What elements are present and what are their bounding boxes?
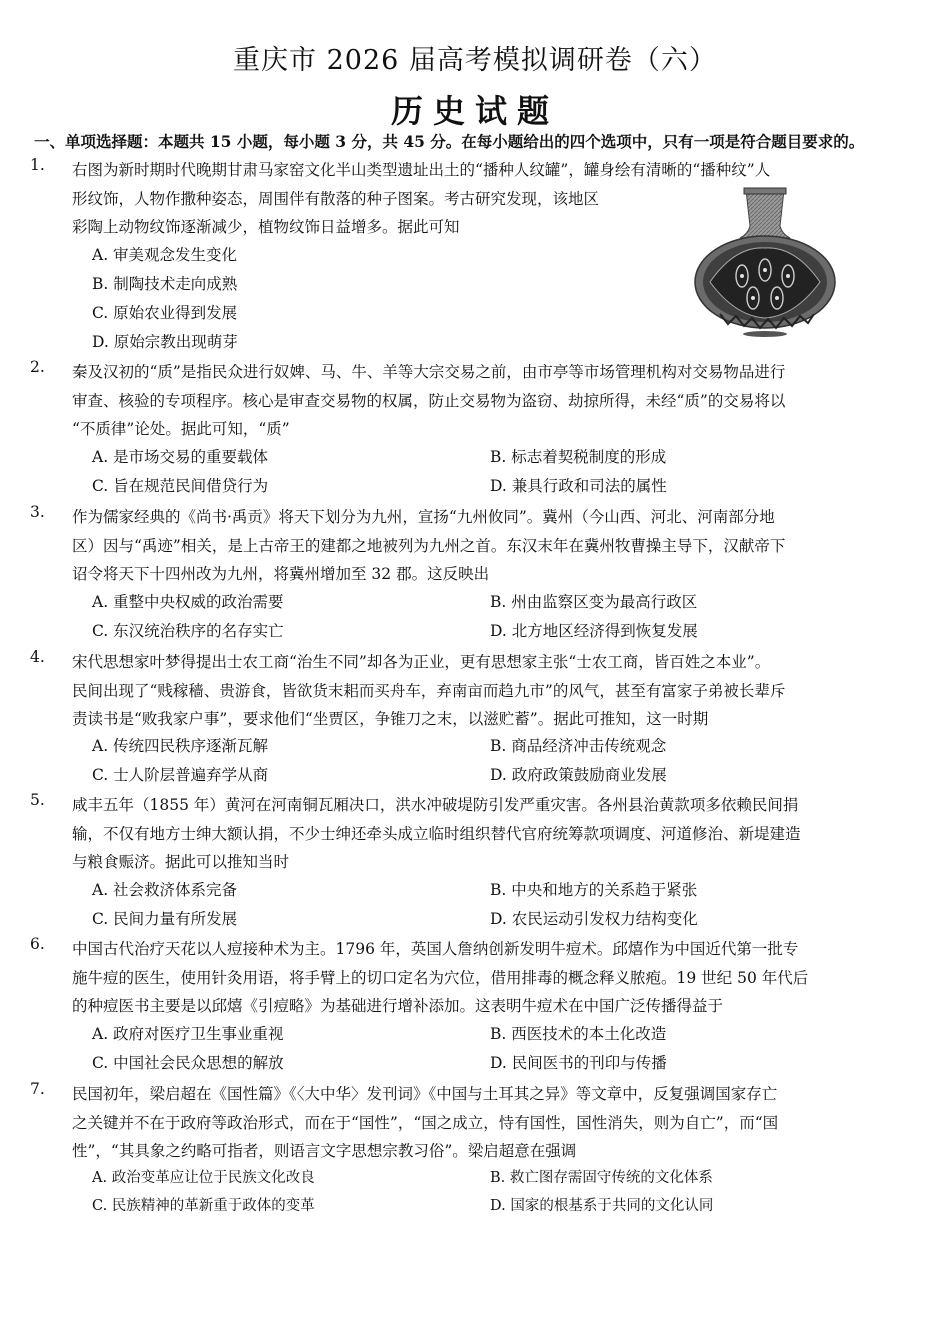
question-stem [72, 648, 785, 734]
stem-line: 性”，“其具象之约略可指者，则语言文字思想宗教习俗”。梁启超意在强调 [72, 1142, 577, 1160]
question-number: 3. [30, 503, 45, 521]
option-c: C. 民间力量有所发展 [92, 910, 238, 928]
option-d: D. 政府政策鼓励商业发展 [490, 766, 667, 784]
option-a: A. 政府对医疗卫生事业重视 [92, 1025, 284, 1043]
question-stem [72, 358, 785, 444]
stem-line: 区）因与“禹迹”相关，是上古帝王的建都之地被列为九州之首。东汉末年在冀州牧曹操主导下，汉献帝下 [72, 536, 786, 555]
option-c: C. 民族精神的革新重于政体的变革 [92, 1198, 315, 1214]
option-b: B. 标志着契税制度的形成 [490, 448, 667, 466]
question-number: 7. [30, 1080, 45, 1098]
option-c: C. 中国社会民众思想的解放 [92, 1054, 284, 1072]
question-number: 1. [30, 156, 45, 174]
stem-line: 的种痘医书主要是以邱熺《引痘略》为基础进行增补添加。这表明牛痘术在中国广泛传播得益于 [72, 997, 724, 1015]
option-b: B. 商品经济冲击传统观念 [490, 737, 667, 755]
option-b: B. 救亡图存需固守传统的文化体系 [490, 1170, 713, 1186]
question-stem [72, 1080, 778, 1166]
option-a: A. 是市场交易的重要载体 [92, 448, 269, 466]
option-b: B. 西医技术的本土化改造 [490, 1025, 667, 1043]
pottery-jar-image [690, 186, 840, 338]
stem-line: 民间出现了“贱稼穑、贵游食，皆欲货末耜而买舟车，弃南亩而趋九市”的风气，甚至有富家子弟被长辈斥 [72, 681, 786, 700]
question-number: 4. [30, 648, 45, 666]
stem-line: “不质律”论处。据此可知，“质” [72, 420, 290, 438]
question-stem [72, 503, 785, 589]
section-instruction: 一、单项选择题：本题共 15 小题，每小题 3 分，共 45 分。在每小题给出的四个选项中，只有一项是符合题目要求的。 [34, 132, 865, 151]
question-stem [72, 935, 808, 1021]
option-d: D. 北方地区经济得到恢复发展 [490, 622, 698, 640]
question-number: 2. [30, 358, 45, 376]
exam-title: 重庆市 2026 届高考模拟调研卷（六） [233, 45, 717, 76]
stem-line: 右图为新时期时代晚期甘肃马家窑文化半山类型遗址出土的“播种人纹罐”，罐身绘有清晰的“播种纹”人 [72, 161, 771, 179]
question-number: 5. [30, 791, 45, 809]
question-number: 6. [30, 935, 45, 953]
stem-line: 秦及汉初的“质”是指民众进行奴婢、马、牛、羊等大宗交易之前，由市亭等市场管理机构对交易物品进行 [72, 363, 786, 381]
option-a: A. 传统四民秩序逐渐瓦解 [92, 737, 269, 755]
stem-line: 施牛痘的医生，使用针灸用语，将手臂上的切口定名为穴位，借用排毒的概念释义脓疱。19 世纪 50 年代后 [72, 968, 809, 987]
stem-line: 民国初年，梁启超在《国性篇》《〈大中华〉发刊词》《中国与土耳其之异》等文章中，反复强调国家存亡 [72, 1085, 778, 1103]
stem-line: 诏令将天下十四州改为九州，将冀州增加至 32 郡。这反映出 [72, 565, 490, 583]
option-a: A. 重整中央权威的政治需要 [92, 593, 284, 611]
stem-line: 形纹饰，人物作撒种姿态，周围伴有散落的种子图案。考古研究发现，该地区 [72, 189, 600, 208]
option-b: B. 州由监察区变为最高行政区 [490, 593, 698, 611]
option-a: A. 社会救济体系完备 [92, 881, 238, 899]
option-d: D. 原始宗教出现萌芽 [92, 333, 238, 351]
question-stem [72, 156, 770, 242]
stem-line: 与粮食赈济。据此可以推知当时 [72, 853, 290, 871]
stem-line: 宋代思想家叶梦得提出士农工商“治生不同”却各为正业，更有思想家主张“士农工商，皆百姓之本业”。 [72, 653, 771, 671]
option-d: D. 兼具行政和司法的属性 [490, 477, 667, 495]
stem-line: 作为儒家经典的《尚书·禹贡》将天下划分为九州，宣扬“九州攸同”。冀州（今山西、河北、河南部分地 [72, 508, 775, 526]
stem-line: 审查、核验的专项程序。核心是审查交易物的权属，防止交易物为盗窃、劫掠所得，未经“质”的交易将以 [72, 391, 786, 410]
stem-line: 之关键并不在于政府等政治形式，而在于“国性”，“国之成立，恃有国性，国性消失，则为自亡”，而“国 [72, 1113, 779, 1132]
stem-line: 彩陶上动物纹饰逐渐减少，植物纹饰日益增多。据此可知 [72, 218, 460, 236]
option-c: C. 士人阶层普遍弃学从商 [92, 766, 269, 784]
option-b: B. 中央和地方的关系趋于紧张 [490, 881, 698, 899]
stem-line: 中国古代治疗天花以人痘接种术为主。1796 年，英国人詹纳创新发明牛痘术。邱熺作为中国近代第一批专 [72, 940, 799, 958]
option-d: D. 国家的根基系于共同的文化认同 [490, 1198, 714, 1214]
option-b: B. 制陶技术走向成熟 [92, 275, 238, 293]
option-c: C. 旨在规范民间借贷行为 [92, 477, 269, 495]
option-a: A. 政治变革应让位于民族文化改良 [92, 1170, 315, 1186]
stem-line: 咸丰五年（1855 年）黄河在河南铜瓦厢决口，洪水冲破堤防引发严重灾害。各州县治黄款项多依赖民间捐 [72, 796, 799, 814]
option-c: C. 东汉统治秩序的名存实亡 [92, 622, 284, 640]
subject-title: 历史试题 [390, 92, 559, 130]
stem-line: 责读书是“败我家户事”，要求他们“坐贾区，争锥刀之末，以滋贮蓄”。据此可推知，这一时期 [72, 710, 709, 728]
option-a: A. 审美观念发生变化 [92, 246, 238, 264]
option-d: D. 民间医书的刊印与传播 [490, 1054, 667, 1072]
option-d: D. 农民运动引发权力结构变化 [490, 910, 698, 928]
stem-line: 输，不仅有地方士绅大额认捐，不少士绅还牵头成立临时组织替代官府统筹款项调度、河道修治、新堤建造 [72, 824, 801, 843]
question-stem [72, 791, 801, 877]
option-c: C. 原始农业得到发展 [92, 304, 238, 322]
